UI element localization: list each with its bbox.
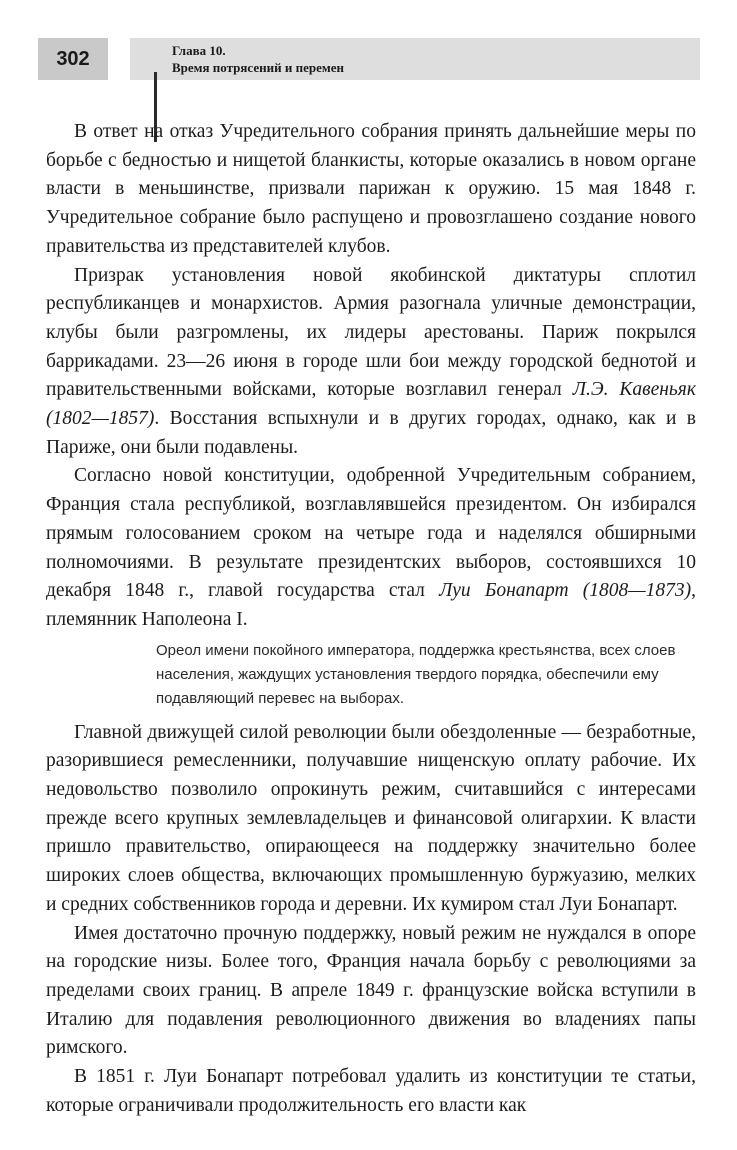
chapter-name: Время потрясений и перемен [172, 60, 344, 75]
paragraph-5: Имея достаточно прочную поддержку, новый режим не нуждался в опоре на городские низы. Более того, Франция начала борьбу с революциями за пределами своих границ. В апреле 1849 г. французские войска вступили в Италию для подавления революционного движения во владениях папы римского. [46, 922, 696, 1059]
paragraph-4: Главной движущей силой революции были обездоленные — безработные, разорившиеся ремесленники, получавшие нищенскую оплату рабочие. Их недовольство позволило опрокинуть режим, считавшийся с интересами прежде всего крупных землевладельцев и финансовой олигархии. К власти пришло правительство, опирающееся на поддержку значительно более широких слоев общества, включающих промышленную буржуазию, мелких и средних собственников города и деревни. Их кумиром стал Луи Бонапарт. [46, 721, 696, 915]
page-number: 302 [38, 38, 108, 80]
chapter-label: Глава 10. [172, 43, 226, 58]
person-name-cavaignac: Л.Э. Кавеньяк (1802—1857) [46, 379, 696, 430]
paragraph-2 [46, 262, 696, 463]
page-header [38, 38, 700, 80]
paragraph-6: В 1851 г. Луи Бонапарт потребовал удалить из конституции те статьи, которые ограничивали продолжительность его власти как [46, 1066, 696, 1116]
paragraph-3 [46, 462, 696, 634]
paragraph-3-text-b: , племянник Наполеона I. [46, 580, 696, 630]
person-name-bonaparte: Луи Бонапарт (1808—1873) [439, 580, 692, 602]
chapter-title [172, 42, 344, 76]
paragraph-1: В ответ на отказ Учредительного собрания принять дальнейшие меры по борьбе с бедностью и нищетой бланкисты, которые оказались в новом органе власти в меньшинстве, призвали парижан к оружию. 15 мая 1848 г. Учредительное собрание было распущено и провозглашено создание нового правительства из представителей клубов. [46, 121, 696, 257]
paragraph-2-text-a: Призрак установления новой якобинской диктатуры сплотил республиканцев и монархистов. Армия разогнала уличные демонстрации, клубы были разгромлены, их лидеры арестованы. Париж покрылся баррикадами. 23—26 июня в городе шли бои между городской беднотой и правительственными войсками, которые возглавил генерал [46, 264, 696, 401]
paragraph-3-text-a: Согласно новой конституции, одобренной Учредительным собранием, Франция стала республикой, возглавлявшейся президентом. Он избирался прямым голосованием сроком на четыре года и наделялся обширными полномочиями. В результате президентских выборов, состоявшихся 10 декабря 1848 г., главой государства стал [46, 465, 696, 602]
page-body [46, 118, 696, 1121]
paragraph-2-text-b: . Восстания вспыхнули и в других городах, однако, как и в Париже, они были подавлены. [46, 408, 696, 458]
callout-note: Ореол имени покойного императора, поддержка крестьянства, всех слоев населения, жаждущих установления твердого порядка, обеспечили ему подавляющий перевес на выборах. [156, 641, 676, 707]
